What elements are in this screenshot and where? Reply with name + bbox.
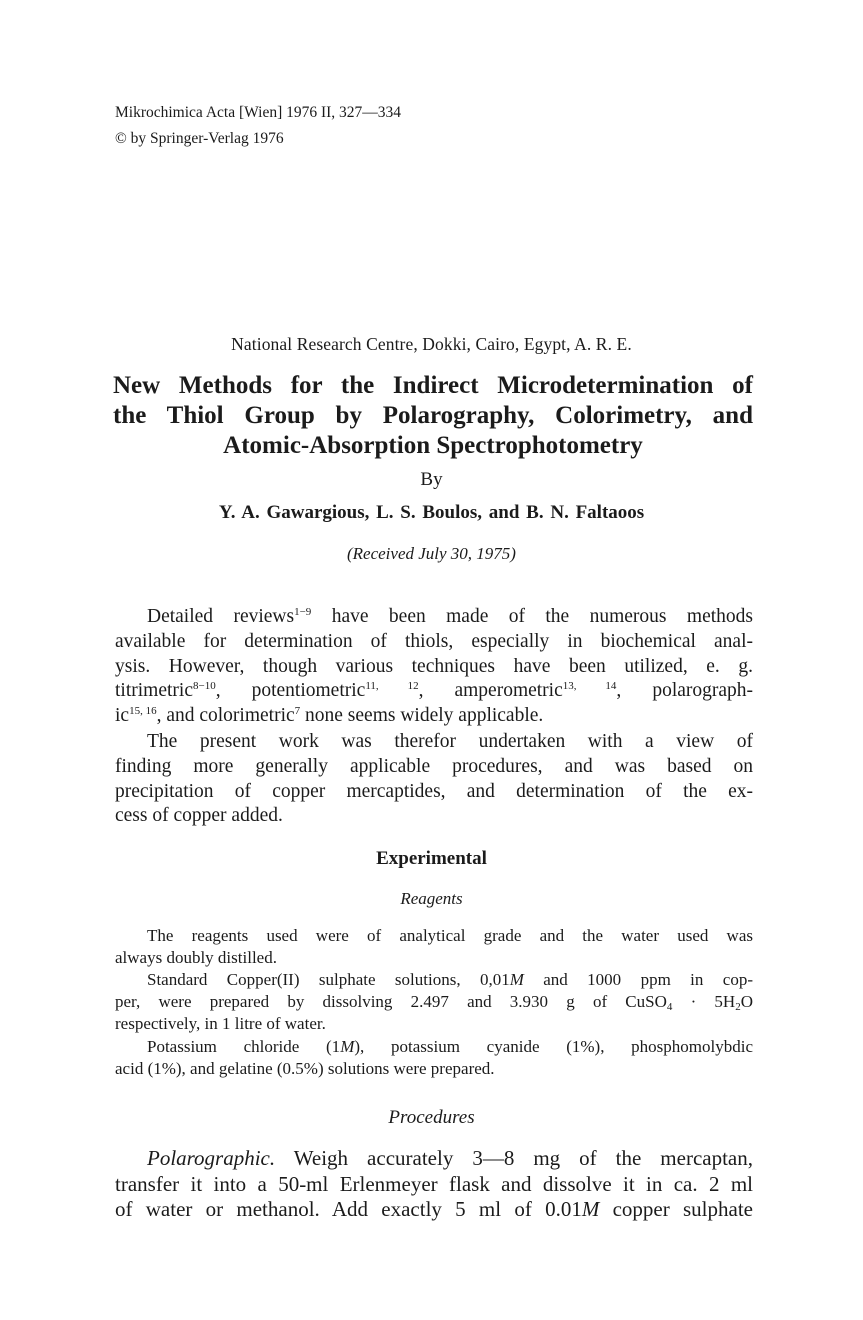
text-span: , polarograph-: [616, 680, 754, 702]
text-line: [115, 969, 753, 991]
text-line: [115, 679, 753, 704]
reagents-paragraph-1: [115, 925, 753, 969]
text-span: , potentiometric: [215, 680, 366, 702]
citation-sup: 7: [294, 705, 301, 718]
text-span: ic: [115, 705, 130, 727]
reagents-paragraph-3: [115, 1036, 753, 1080]
text-line: precipitation of copper mercaptides, and determination of the ex-: [115, 780, 753, 802]
molar-unit: M: [581, 1197, 600, 1221]
text-line: always doubly distilled.: [115, 948, 277, 967]
text-span: per, were prepared by dissolving 2.497 and 3.930 g of CuSO: [115, 992, 667, 1011]
text-line: ysis. However, though various techniques have been utilized, e. g.: [115, 655, 753, 677]
text-line: [115, 1036, 753, 1058]
text-span: and 1000 ppm in cop-: [523, 970, 753, 989]
paper-title: [113, 371, 753, 461]
title-line-2: the Thiol Group by Polarography, Colorimetry, and: [113, 402, 753, 429]
text-line: [115, 1146, 753, 1172]
molar-unit: M: [509, 970, 524, 989]
title-line-3: Atomic-Absorption Spectrophotometry: [223, 432, 643, 459]
section-heading-experimental: Experimental: [376, 848, 487, 869]
intro-paragraph-1: [115, 605, 753, 729]
run-in-heading: Polarographic.: [147, 1146, 276, 1170]
reagents-paragraph-2: [115, 969, 753, 1035]
text-line: The present work was therefor undertaken with a view of: [147, 731, 753, 752]
citation-sup: 1−9: [294, 606, 312, 618]
text-span: , amperometric: [418, 680, 563, 702]
received-date: (Received July 30, 1975): [347, 544, 516, 563]
text-span: titrimetric: [115, 680, 193, 702]
citation-sup: 13, 14: [562, 680, 617, 693]
text-span: Detailed reviews: [147, 606, 295, 627]
text-line: transfer it into a 50-ml Erlenmeyer flask and dissolve it in ca. 2 ml: [115, 1171, 753, 1196]
text-span: of water or methanol. Add exactly 5 ml of 0.01: [115, 1197, 582, 1221]
journal-header: [115, 100, 401, 152]
text-line: available for determination of thiols, especially in biochemical anal-: [115, 630, 753, 652]
text-span: O: [740, 992, 753, 1011]
copyright-line: © by Springer-Verlag 1976: [115, 130, 284, 147]
text-span: Standard Copper(II) sulphate solutions, 0,01: [147, 970, 510, 989]
text-span: , and colorimetric: [156, 705, 295, 727]
text-span: have been made of the numerous methods: [311, 606, 753, 627]
subscript: 4: [666, 1001, 673, 1013]
text-line: [115, 1197, 753, 1223]
subscript: 2: [735, 1001, 741, 1013]
title-line-1: New Methods for the Indirect Microdetermination of: [113, 372, 753, 399]
text-line: [115, 704, 753, 729]
journal-citation: Mikrochimica Acta [Wien] 1976 II, 327—334: [115, 104, 402, 121]
citation-sup: 15, 16: [129, 705, 157, 718]
by-line: By: [420, 469, 443, 490]
text-span: copper sulphate: [599, 1197, 753, 1221]
text-line: cess of copper added.: [115, 805, 283, 827]
text-span: Potassium chloride (1: [147, 1037, 341, 1056]
text-line: [115, 991, 753, 1013]
text-span: Weigh accurately 3—8 mg of the mercaptan,: [275, 1146, 753, 1170]
text-line: respectively, in 1 litre of water.: [115, 1014, 326, 1033]
text-line: The reagents used were of analytical grade and the water used was: [147, 926, 753, 945]
intro-paragraph-2: [115, 730, 753, 829]
text-span: none seems widely applicable.: [300, 705, 544, 727]
subsection-heading-reagents: Reagents: [400, 889, 463, 908]
authors: Y. A. Gawargious, L. S. Boulos, and B. N. Faltaoos: [218, 502, 645, 523]
text-span: ), potassium cyanide (1%), phosphomolybdic: [354, 1037, 753, 1056]
molar-unit: M: [340, 1037, 355, 1056]
procedures-paragraph: [115, 1146, 753, 1223]
text-span: · 5H: [672, 992, 736, 1011]
text-line: finding more generally applicable procedures, and was based on: [115, 755, 753, 777]
text-line: [115, 605, 753, 630]
affiliation: National Research Centre, Dokki, Cairo, Egypt, A. R. E.: [231, 334, 632, 354]
subsection-heading-procedures: Procedures: [388, 1107, 475, 1128]
text-line: acid (1%), and gelatine (0.5%) solutions were prepared.: [115, 1059, 495, 1078]
citation-sup: 8−10: [192, 680, 216, 693]
citation-sup: 11, 12: [365, 680, 419, 693]
